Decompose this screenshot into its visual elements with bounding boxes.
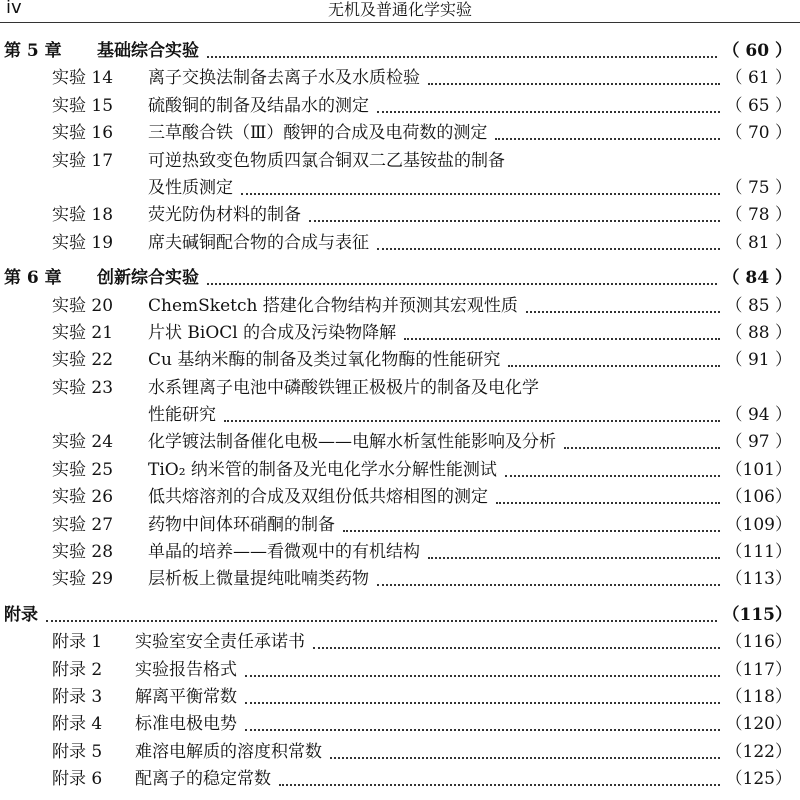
- toc-entry-number: 实验 24: [52, 432, 114, 453]
- toc-page-number: （116）: [725, 632, 792, 653]
- dot-leader: [343, 529, 720, 532]
- toc-experiment-row[interactable]: [0, 293, 800, 320]
- toc-appendix-row[interactable]: [0, 657, 800, 684]
- toc-entry-title: 创新综合实验: [97, 268, 199, 289]
- toc-entry-title: 基础综合实验: [97, 41, 199, 61]
- dot-leader: [224, 419, 720, 422]
- toc-entry-title: 片状 BiOCl 的合成及污染物降解: [148, 322, 397, 343]
- toc-chapter-row[interactable]: [0, 38, 800, 65]
- toc-page-number: （ 70 ）: [725, 123, 792, 144]
- toc-page-number: （ 85 ）: [725, 295, 792, 316]
- toc-page-number: （118）: [725, 686, 792, 707]
- toc-entry-number: 实验 21: [52, 322, 114, 343]
- toc-entry-number: 实验 27: [52, 514, 114, 535]
- toc-page-number: （ 61 ）: [725, 68, 792, 89]
- dot-leader: [377, 247, 720, 250]
- dot-leader: [46, 619, 717, 622]
- toc-entry-title: 离子交换法制备去离子水及水质检验: [148, 68, 420, 89]
- toc-entry-number: 第 6 章: [4, 268, 62, 289]
- dot-leader: [564, 446, 720, 449]
- toc-experiment-row[interactable]: [0, 457, 800, 484]
- toc-entry-number: 实验 22: [52, 350, 114, 371]
- dot-leader: [207, 55, 717, 58]
- toc-entry-number: 实验 17: [52, 150, 114, 171]
- dot-leader: [404, 337, 719, 340]
- toc-entry-title: 解离平衡常数: [135, 686, 237, 707]
- toc-page-number: （ 75 ）: [725, 177, 792, 198]
- toc-experiment-row[interactable]: [0, 566, 800, 593]
- toc-entry-title: 单晶的培养——看微观中的有机结构: [148, 542, 420, 563]
- dot-leader: [245, 701, 720, 704]
- toc-entry-title: 席夫碱铜配合物的合成与表征: [148, 232, 369, 253]
- dot-leader: [377, 110, 720, 113]
- toc-page-number: （101）: [725, 459, 792, 480]
- toc-experiment-row[interactable]: [0, 93, 800, 120]
- toc-experiment-row[interactable]: [0, 512, 800, 539]
- toc-entry-title: 层析板上微量提纯吡喃类药物: [148, 569, 369, 590]
- toc-page-number: （ 94 ）: [725, 405, 792, 426]
- toc-experiment-row[interactable]: [0, 202, 800, 229]
- dot-leader: [495, 137, 719, 140]
- toc-entry-number: 实验 18: [52, 205, 114, 226]
- toc-experiment-row[interactable]: [0, 148, 800, 175]
- toc-entry-title: 药物中间体环硝酮的制备: [148, 514, 335, 535]
- toc-entry-title: 水系锂离子电池中磷酸铁锂正极极片的制备及电化学: [148, 377, 539, 398]
- toc-page-number: （122）: [725, 741, 792, 762]
- toc-entry-title: 硫酸铜的制备及结晶水的测定: [148, 95, 369, 116]
- dot-leader: [207, 282, 717, 285]
- toc-entry-number: 实验 14: [52, 68, 114, 89]
- toc-entry-number: 实验 19: [52, 232, 114, 253]
- toc-entry-number: 实验 16: [52, 123, 114, 144]
- toc-experiment-row[interactable]: [0, 375, 800, 402]
- toc-entry-title: 荧光防伪材料的制备: [148, 205, 301, 226]
- toc-entry-number: 附录 3: [52, 686, 103, 707]
- toc-page-number: （ 88 ）: [725, 322, 792, 343]
- toc-experiment-row[interactable]: [0, 320, 800, 347]
- dot-leader: [505, 474, 720, 477]
- toc-appendix-row[interactable]: [0, 766, 800, 793]
- toc-appendix-row[interactable]: [0, 629, 800, 656]
- dot-leader: [428, 82, 720, 85]
- toc-entry-title: 及性质测定: [148, 177, 233, 198]
- toc-experiment-row[interactable]: [0, 539, 800, 566]
- toc-page-number: （ 84 ）: [722, 268, 792, 289]
- toc-experiment-row[interactable]: [0, 120, 800, 147]
- toc-entry-title: 配离子的稳定常数: [135, 769, 271, 790]
- toc-entry-title: Cu 基纳米酶的制备及类过氧化物酶的性能研究: [148, 350, 501, 371]
- toc-appendix-heading-row[interactable]: [0, 602, 800, 629]
- toc-experiment-row[interactable]: [0, 65, 800, 92]
- toc-page-number: （106）: [725, 487, 792, 508]
- toc-experiment-row[interactable]: [0, 347, 800, 374]
- dot-leader: [526, 310, 720, 313]
- toc-entry-title: 性能研究: [148, 405, 216, 426]
- toc-page-number: （ 91 ）: [725, 350, 792, 371]
- toc-page-number: （ 60 ）: [722, 41, 792, 61]
- page-number: iv: [6, 0, 22, 18]
- toc-page-number: （ 97 ）: [725, 432, 792, 453]
- header-rule: [0, 22, 800, 23]
- toc-appendix-row[interactable]: [0, 739, 800, 766]
- dot-leader: [313, 646, 720, 649]
- toc-page-number: （ 78 ）: [725, 205, 792, 226]
- toc-entry-title: ChemSketch 搭建化合物结构并预测其宏观性质: [148, 295, 518, 316]
- dot-leader: [309, 219, 720, 222]
- toc-entry-number: 实验 15: [52, 95, 114, 116]
- toc-page-number: （113）: [725, 569, 792, 590]
- toc-entry-number: 实验 23: [52, 377, 114, 398]
- dot-leader: [245, 728, 720, 731]
- toc-page-number: （ 65 ）: [725, 95, 792, 116]
- toc-appendix-row[interactable]: [0, 711, 800, 738]
- toc-experiment-row[interactable]: [0, 429, 800, 456]
- running-head-title: 无机及普通化学实验: [327, 0, 472, 19]
- toc-entry-number: 附录 5: [52, 741, 103, 762]
- toc-page-number: （117）: [725, 659, 792, 680]
- toc-entry-title: 化学镀法制备催化电极——电解水析氢性能影响及分析: [148, 432, 556, 453]
- toc-experiment-row[interactable]: [0, 484, 800, 511]
- toc-experiment-row[interactable]: [0, 230, 800, 257]
- toc-entry-number: 实验 29: [52, 569, 114, 590]
- toc-appendix-row[interactable]: [0, 684, 800, 711]
- dot-leader: [377, 583, 720, 586]
- toc-entry-number: 第 5 章: [4, 41, 62, 61]
- toc-entry-number: 附录 6: [52, 769, 103, 790]
- toc-entry-number: 实验 26: [52, 487, 114, 508]
- toc-page-number: （ 81 ）: [725, 232, 792, 253]
- toc-entry-title: 三草酸合铁（Ⅲ）酸钾的合成及电荷数的测定: [148, 123, 488, 144]
- toc-page-number: （111）: [725, 542, 792, 563]
- toc-entry-number: 实验 25: [52, 459, 114, 480]
- toc-entry-number: 附录 4: [52, 714, 103, 735]
- toc-continuation-row[interactable]: [0, 175, 800, 202]
- toc-page-number: （115）: [722, 604, 792, 625]
- toc-page-number: （120）: [725, 714, 792, 735]
- toc-entry-title: 难溶电解质的溶度积常数: [135, 741, 322, 762]
- dot-leader: [508, 364, 719, 367]
- toc-entry-title: 可逆热致变色物质四氯合铜双二乙基铵盐的制备: [148, 150, 505, 171]
- toc-entry-title: TiO₂ 纳米管的制备及光电化学水分解性能测试: [148, 459, 497, 480]
- toc-page-number: （109）: [725, 514, 792, 535]
- toc-entry-title: 附录: [4, 604, 38, 625]
- toc-entry-number: 附录 2: [52, 659, 103, 680]
- dot-leader: [245, 674, 720, 677]
- dot-leader: [496, 501, 720, 504]
- toc-entry-number: 实验 28: [52, 542, 114, 563]
- toc-entry-title: 实验室安全责任承诺书: [135, 632, 305, 653]
- toc-continuation-row[interactable]: [0, 402, 800, 429]
- toc-entry-title: 实验报告格式: [135, 659, 237, 680]
- toc-entry-number: 附录 1: [52, 632, 103, 653]
- toc-chapter-row[interactable]: [0, 265, 800, 292]
- dot-leader: [241, 192, 720, 195]
- dot-leader: [279, 783, 720, 786]
- dot-leader: [428, 556, 720, 559]
- toc-page-number: （125）: [725, 769, 792, 790]
- dot-leader: [330, 756, 720, 759]
- table-of-contents: [0, 38, 800, 794]
- toc-entry-title: 低共熔溶剂的合成及双组份低共熔相图的测定: [148, 487, 488, 508]
- toc-entry-number: 实验 20: [52, 295, 114, 316]
- toc-entry-title: 标准电极电势: [135, 714, 237, 735]
